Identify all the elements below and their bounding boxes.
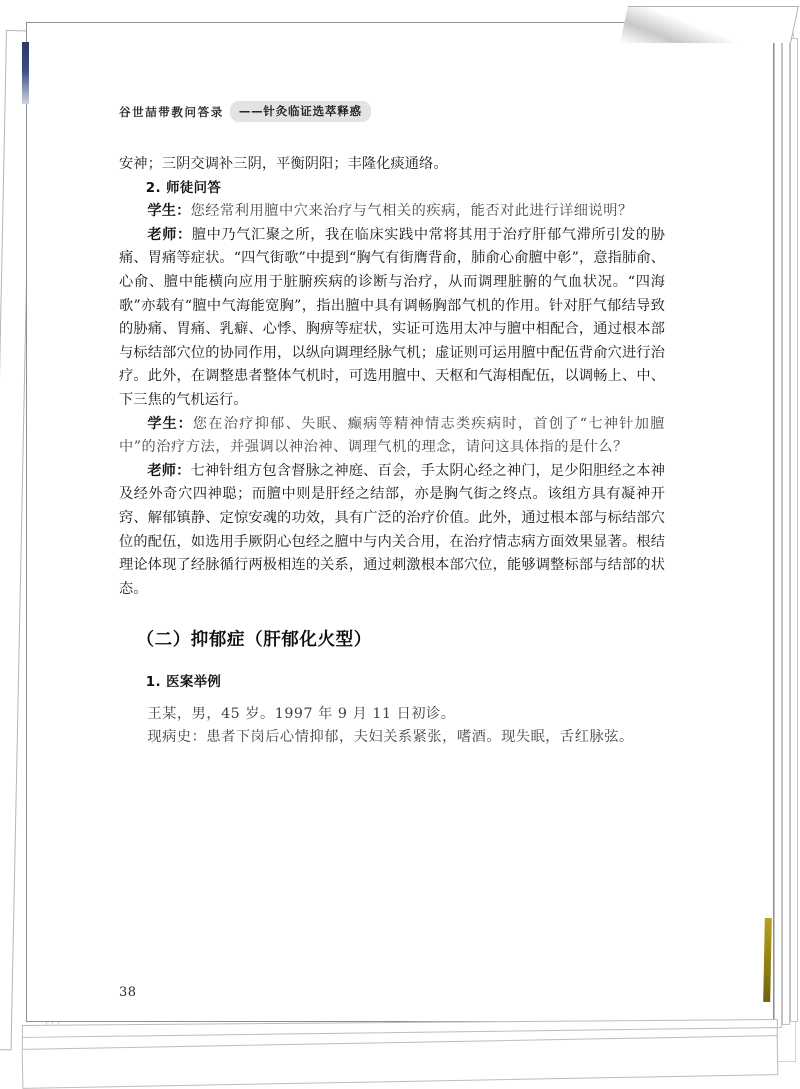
corner-fold-decoration <box>620 6 799 43</box>
speaker-label: 学生： <box>147 203 191 220</box>
qa-text: 七神针组方包含督脉之神庭、百会，手太阴心经之神门，足少阳胆经之本神及经外奇穴四神聪；而膻中则是肝经之结部，亦是胸气街之终点。该组方具有凝神开窍、解郁镇静、定惊安魂的功效，具有广泛的治疗价值。此外，通过根本部与标结部穴位的配伍，如选用手厥阴心包经之膻中与内关合用，在治疗情志病方面效果显著。根结理论体现了经脉循行两极相连的关系，通过刺激根本部穴位，能够调整标部与结部的状态。 <box>119 462 665 597</box>
right-edge-sheet-3 <box>790 38 798 1022</box>
book-title: 谷世喆带教问答录 <box>119 104 224 119</box>
qa-text: 膻中乃气汇聚之所，我在临床实践中常将其用于治疗肝郁气滞所引发的胁痛、胃痛等症状。“四气街歌”中提到“胸气有街膺背俞，肺俞心俞膻中彰”，意指肺俞、心俞、膻中能横向应用于脏腑疾病的诊断与治疗，从而调理脏腑的气血状况。“四海歌”亦载有“膻中气海能宽胸”，指出膻中具有调畅胸部气机的作用。针对肝气郁结导致的胁痛、胃痛、乳癖、心悸、胸痹等症状，实证可选用太冲与膻中相配合，通过根本部与标结部穴位的协同作用，以纵向调理经脉气机；虚证则可运用膻中配伍背俞穴进行治疗。此外，在调整患者整体气机时，可选用膻中、天枢和气海相配伍，以调畅上、中、下三焦的气机运行。 <box>119 226 665 408</box>
spacer <box>119 695 665 703</box>
speaker-label: 学生： <box>147 415 193 432</box>
text-column <box>119 153 665 750</box>
case-history-line: 现病史：患者下岗后心情抑郁，夫妇关系紧张，嗜酒。现失眠，舌红脉弦。 <box>147 729 634 746</box>
speaker-label: 老师： <box>147 226 192 243</box>
qa-student-2 <box>119 413 665 460</box>
qa-teacher-1 <box>119 224 665 413</box>
numbered-heading-qa: 2. 师徒问答 <box>145 180 222 196</box>
running-head <box>119 101 371 122</box>
section-heading: （二）抑郁症（肝郁化火型） <box>136 630 372 651</box>
book-subtitle: ——针灸临证选萃释惑 <box>230 101 371 122</box>
numbered-heading-case: 1. 医案举例 <box>145 675 222 691</box>
right-edge-sheet-2 <box>782 33 790 1025</box>
case-patient-line: 王某，男，45 岁。1997 年 9 月 11 日初诊。 <box>147 705 456 722</box>
document-page <box>26 22 774 1022</box>
right-edge-sheet-1 <box>774 28 782 1028</box>
qa-text: 您经常利用膻中穴来治疗与气相关的疾病，能否对此进行详细说明？ <box>190 203 633 220</box>
qa-teacher-2 <box>119 460 665 602</box>
navy-edge-tab <box>22 42 29 104</box>
opening-paragraph: 安神；三阴交调补三阴，平衡阴阳；丰隆化痰通络。 <box>119 156 448 172</box>
qa-text: 您在治疗抑郁、失眠、癫病等精神情志类疾病时，首创了“七神针加膻中”的治疗方法，并强调以神治神、调理气机的理念，请问这具体指的是什么？ <box>119 415 665 456</box>
page-number: 38 <box>119 985 137 1000</box>
speaker-label: 老师： <box>147 462 191 479</box>
qa-student-1 <box>119 200 665 224</box>
